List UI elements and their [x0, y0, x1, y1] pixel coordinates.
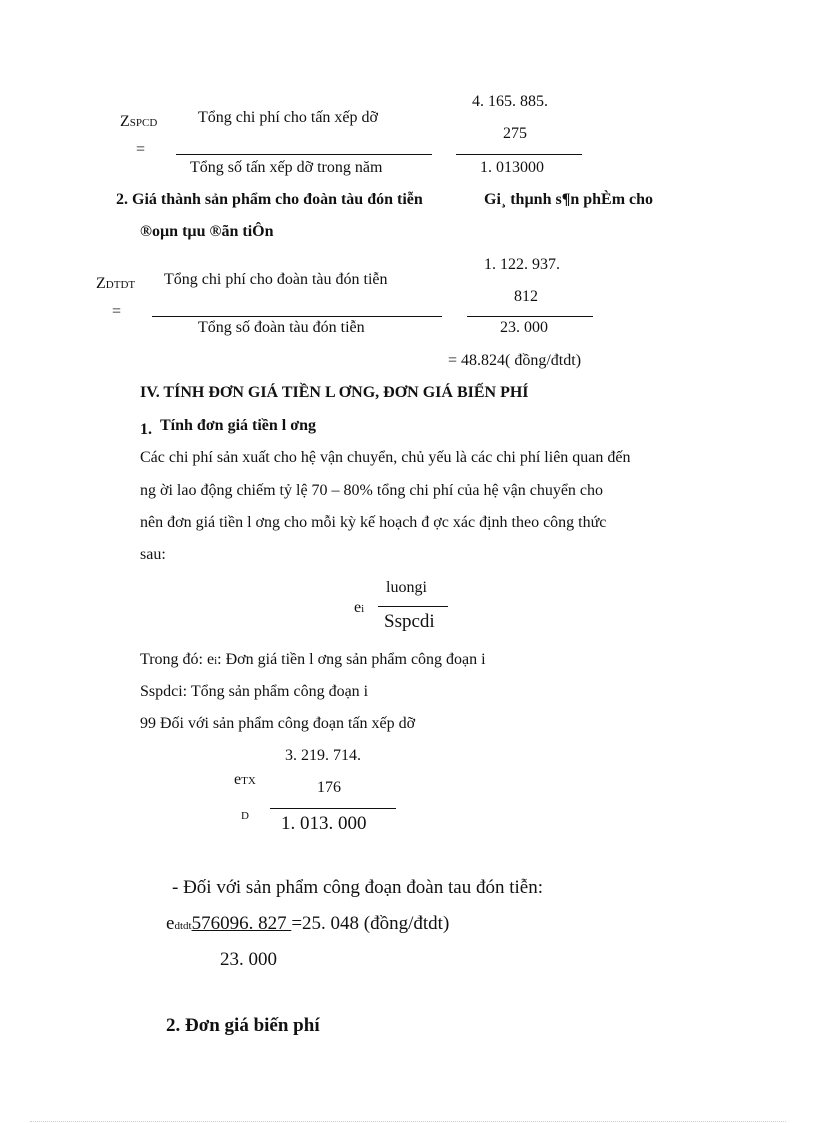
zdtdt-value-denominator: 23. 000	[500, 319, 548, 336]
zdtdt-equals: =	[112, 303, 122, 320]
section-iv-sub1-number: 1.	[140, 421, 152, 438]
dtdt-numerator: 576096. 827	[191, 913, 292, 934]
paragraph-line-3: nên đơn giá tiền l ơng cho mỗi kỳ kế hoạch đ ợc xác định theo công thức	[140, 514, 607, 531]
zspcd-equals: =	[136, 141, 146, 158]
paragraph-line-2: ng ời lao động chiếm tỷ lệ 70 – 80% tổng chi phí của hệ vận chuyển cho	[140, 482, 604, 499]
zdtdt-result: = 48.824( đồng/đtdt)	[448, 352, 582, 369]
paragraph-line-1: Các chi phí sản xuất cho hệ vận chuyển, chủ yếu là các chi phí liên quan đến	[140, 449, 631, 466]
paragraph-line-4: sau:	[140, 546, 166, 563]
zdtdt-denominator: Tổng số đoàn tàu đón tiễn	[198, 319, 365, 336]
section2-heading: 2. Giá thành sản phẩm cho đoàn tàu đón tiễn	[116, 191, 423, 208]
zspcd-value-bar	[456, 154, 582, 155]
etx-symbol: eTX	[234, 771, 256, 788]
zspcd-value-denominator: 1. 013000	[480, 159, 544, 176]
bullet-glyph: 99	[140, 715, 156, 732]
dtdt-formula: edtdt576096. 827 =25. 048 (đồng/đtdt)	[166, 913, 450, 934]
section2-heading-line2: ®oµn tµu ®ãn tiÔn	[140, 223, 274, 240]
formula-ei-bar	[378, 606, 448, 607]
zdtdt-value-bar	[467, 316, 593, 317]
etx-denominator: 1. 013. 000	[281, 813, 367, 834]
dtdt-denominator: 23. 000	[220, 949, 277, 970]
section-2b-heading: 2. Đơn giá biến phí	[166, 1015, 320, 1036]
zdtdt-numerator: Tổng chi phí cho đoàn tàu đón tiễn	[164, 271, 388, 288]
definition-line-2: Sspdci: Tổng sản phẩm công đoạn i	[140, 683, 369, 700]
zdtdt-value-numerator-2: 812	[514, 288, 538, 305]
zspcd-value-numerator-1: 4. 165. 885.	[472, 93, 548, 110]
zdtdt-symbol: ZDTDT	[96, 275, 136, 292]
zdtdt-fraction-bar	[152, 316, 442, 317]
page-edge-divider	[30, 1121, 786, 1122]
definition-line-3: 99 Đối với sản phẩm công đoạn tấn xếp dỡ	[140, 715, 416, 732]
etx-fraction-bar	[270, 808, 396, 809]
zspcd-denominator: Tổng số tấn xếp dỡ trong năm	[190, 159, 383, 176]
section-iv-sub1-title: Tính đơn giá tiền l ơng	[160, 417, 316, 434]
definition-line-1: Trong đó: ei: Đơn giá tiền l ơng sản phẩm công đoạn i	[140, 651, 486, 668]
zspcd-numerator: Tổng chi phí cho tấn xếp dỡ	[198, 109, 378, 126]
zdtdt-value-numerator-1: 1. 122. 937.	[484, 256, 560, 273]
etx-numerator-2: 176	[317, 779, 341, 796]
formula-ei-numerator: luongi	[386, 579, 427, 596]
etx-numerator-1: 3. 219. 714.	[285, 747, 361, 764]
dtdt-intro: - Đối với sản phẩm công đoạn đoàn tau đón tiễn:	[172, 877, 543, 898]
etx-subscript-d: D	[241, 810, 249, 822]
section2-heading-garbled: Gi¸ thµnh s¶n phÈm cho	[484, 191, 654, 208]
section-iv-heading: IV. TÍNH ĐƠN GIÁ TIỀN L ƠNG, ĐƠN GIÁ BIẾN PHÍ	[140, 384, 529, 401]
formula-ei-denominator: Sspcdi	[384, 611, 435, 632]
zspcd-fraction-bar	[176, 154, 432, 155]
zspcd-value-numerator-2: 275	[503, 125, 527, 142]
formula-ei-lhs: ei	[354, 599, 365, 616]
zspcd-symbol: ZSPCD	[120, 113, 158, 130]
